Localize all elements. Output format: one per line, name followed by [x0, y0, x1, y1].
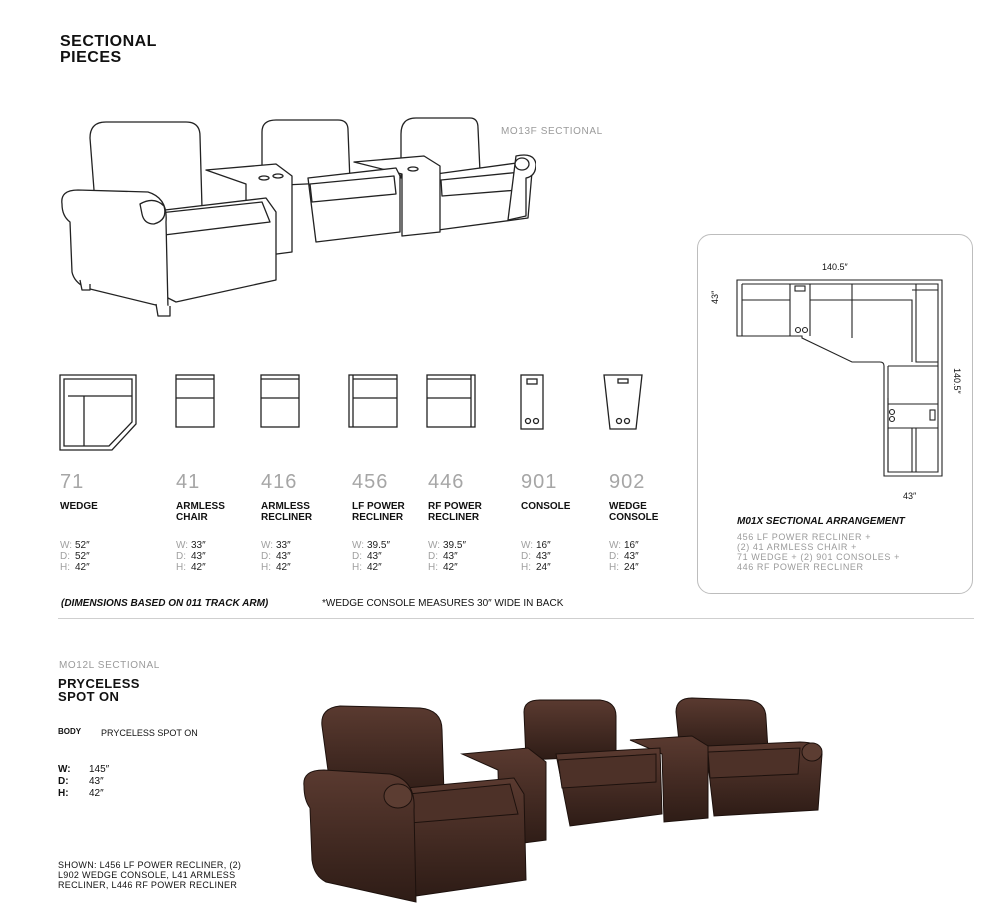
body-value: PRYCELESS SPOT ON	[101, 728, 198, 738]
piece-dimensions: W: 39.5″ D: 43″ H: 42″	[352, 540, 391, 573]
piece-name: LF POWER RECLINER	[352, 501, 405, 523]
piece-code: 902	[609, 471, 646, 493]
piece-code: 41	[176, 471, 201, 493]
piece-code: 416	[261, 471, 298, 493]
armless-chair-diagram	[176, 375, 214, 427]
piece-901	[521, 470, 611, 573]
wedge-console-note: *WEDGE CONSOLE MEASURES 30″ WIDE IN BACK	[322, 598, 564, 609]
shown-configuration: SHOWN: L456 LF POWER RECLINER, (2) L902 WEDGE CONSOLE, L41 ARMLESS RECLINER, L446 RF POWER RECLINER	[58, 860, 242, 890]
arrangement-dim-top: 140.5″	[822, 262, 848, 272]
arrangement-title: M01X SECTIONAL ARRANGEMENT	[737, 516, 905, 527]
piece-name: WEDGE CONSOLE	[609, 501, 659, 523]
piece-code: 456	[352, 471, 389, 493]
body-label: BODY	[58, 727, 82, 736]
piece-name: CONSOLE	[521, 501, 571, 512]
m01x-arrangement-plan	[734, 278, 946, 478]
piece-dimensions: W: 39.5″ D: 43″ H: 42″	[428, 540, 467, 573]
top-sectional-caption: MO13F SECTIONAL	[501, 126, 603, 137]
piece-dimensions: W: 16″ D: 43″ H: 24″	[521, 540, 551, 573]
piece-name: WEDGE	[60, 501, 98, 512]
piece-416	[261, 470, 351, 573]
piece-dimensions: W: 33″ D: 43″ H: 42″	[261, 540, 291, 573]
wedge-diagram	[60, 375, 136, 450]
piece-71	[60, 470, 150, 573]
piece-dimensions: W: 52″ D: 52″ H: 42″	[60, 540, 90, 573]
piece-902	[609, 470, 699, 573]
arrangement-description: 456 LF POWER RECLINER + (2) 41 ARMLESS CHAIR + 71 WEDGE + (2) 901 CONSOLES + 446 RF POWER RECLINER	[737, 532, 900, 572]
armless-recliner-diagram	[261, 375, 299, 427]
piece-name: RF POWER RECLINER	[428, 501, 482, 523]
arrangement-dim-left: 43″	[710, 290, 720, 304]
page-title: SECTIONAL PIECES	[60, 33, 157, 66]
piece-code: 901	[521, 471, 558, 493]
piece-446	[428, 470, 518, 573]
leather-sectional-photo	[300, 690, 830, 910]
console-diagram	[521, 375, 543, 429]
bottom-sectional-caption: MO12L SECTIONAL	[59, 660, 160, 671]
mo13f-sectional-drawing	[56, 112, 536, 324]
piece-code: 446	[428, 471, 465, 493]
piece-dimensions: W: 33″ D: 43″ H: 42″	[176, 540, 206, 573]
lf-power-recliner-diagram	[349, 375, 397, 427]
piece-name: ARMLESS RECLINER	[261, 501, 313, 523]
bottom-dimensions: W: 145″ D: 43″ H: 42″	[58, 764, 110, 799]
piece-41	[176, 470, 266, 573]
piece-diagrams	[58, 372, 658, 458]
arrangement-dim-bottom: 43″	[903, 491, 917, 501]
dimensions-note: (DIMENSIONS BASED ON 011 TRACK ARM)	[61, 598, 269, 609]
wedge-console-diagram	[604, 375, 642, 429]
arrangement-dim-right: 140.5″	[952, 368, 962, 394]
piece-dimensions: W: 16″ D: 43″ H: 24″	[609, 540, 639, 573]
piece-code: 71	[60, 471, 85, 493]
fabric-title: PRYCELESS SPOT ON	[58, 676, 140, 704]
rf-power-recliner-diagram	[427, 375, 475, 427]
piece-name: ARMLESS CHAIR	[176, 501, 225, 523]
section-divider	[58, 618, 974, 619]
